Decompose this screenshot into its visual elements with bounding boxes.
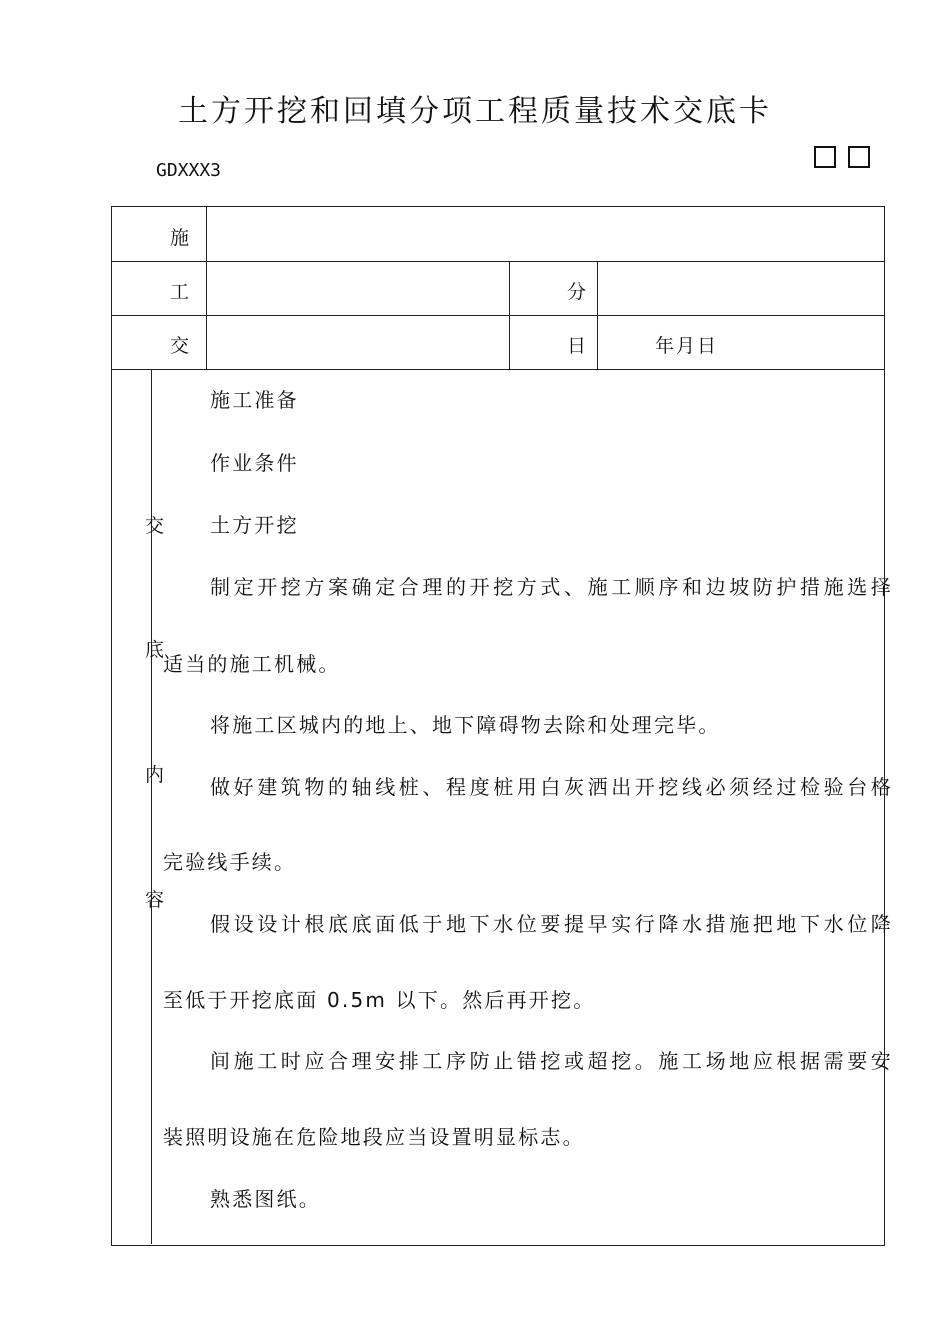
side-label-char-4: 容 <box>145 889 165 911</box>
row-label-date: 日 <box>567 335 587 357</box>
content-side-divider <box>151 369 152 1244</box>
table-row-divider-3 <box>111 369 884 370</box>
content-line-7: 做好建筑物的轴线桩、程度桩用白灰洒出开挖线必须经过检验台格 <box>210 775 895 799</box>
date-value: 年月日 <box>655 335 719 357</box>
content-line-5: 适当的施工机械。 <box>163 652 341 676</box>
table-row-divider-1 <box>111 261 884 262</box>
table-col-divider-mid2 <box>597 261 598 369</box>
content-line-4: 制定开挖方案确定合理的开挖方式、施工顺序和边坡防护措施选择 <box>210 575 895 599</box>
row-label-disclose: 交 <box>170 335 190 357</box>
content-line-3: 土方开挖 <box>210 513 299 537</box>
content-line-10: 至低于开挖底面 0.5m 以下。然后再开挖。 <box>163 988 596 1012</box>
side-label-char-3: 内 <box>145 764 165 786</box>
content-line-13: 熟悉图纸。 <box>210 1187 321 1211</box>
document-title: 土方开挖和回填分项工程质量技术交底卡 <box>178 94 772 129</box>
content-line-9: 假设设计根底底面低于地下水位要提早实行降水措施把地下水位降 <box>210 912 895 936</box>
side-label-char-2: 底 <box>145 639 165 661</box>
side-label-char-1: 交 <box>145 515 165 537</box>
content-line-6: 将施工区城内的地上、地下障碍物去除和处理完毕。 <box>210 713 721 737</box>
row-label-construction: 施 <box>170 227 190 249</box>
row-label-work: 工 <box>170 281 190 303</box>
table-col-divider-label <box>206 206 207 369</box>
content-line-1: 施工准备 <box>210 388 299 412</box>
table-col-divider-mid <box>509 261 510 369</box>
checkbox-square-1[interactable] <box>814 146 836 168</box>
checkbox-square-2[interactable] <box>848 146 870 168</box>
content-line-2: 作业条件 <box>210 451 299 475</box>
row-label-sub: 分 <box>567 281 587 303</box>
document-code: GDXXX3 <box>156 160 222 181</box>
content-line-12: 装照明设施在危险地段应当设置明显标志。 <box>163 1125 585 1149</box>
table-row-divider-2 <box>111 315 884 316</box>
content-line-8: 完验线手续。 <box>163 850 297 874</box>
checkbox-group <box>814 146 870 168</box>
content-line-11: 间施工时应合理安排工序防止错挖或超挖。施工场地应根据需要安 <box>210 1049 895 1073</box>
